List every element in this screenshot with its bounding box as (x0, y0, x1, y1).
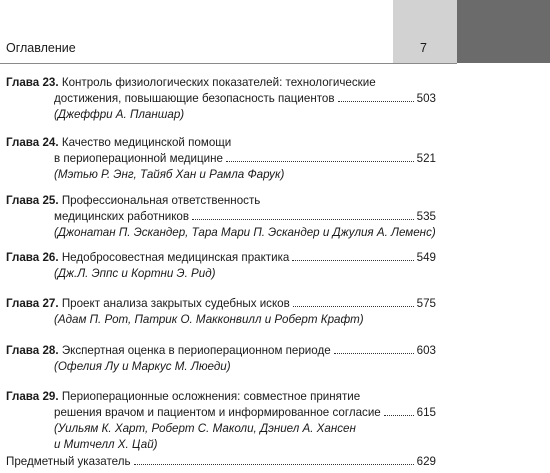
dot-leader (384, 405, 414, 416)
chapter-page-number: 503 (416, 92, 436, 105)
chapter-authors: (Уильям К. Харт, Роберт С. Маколи, Дэниел А. Хансен (54, 422, 356, 435)
dot-leader (338, 91, 414, 102)
dot-leader (292, 250, 413, 261)
chapter-number: Глава 27. (6, 297, 59, 310)
dot-leader (334, 343, 414, 354)
toc-entry-chapter-27[interactable] (6, 296, 436, 328)
chapter-page-number: 549 (416, 251, 436, 264)
dot-leader (192, 209, 414, 220)
toc-entry-chapter-24[interactable] (6, 135, 436, 183)
chapter-number: Глава 28. (6, 344, 59, 357)
chapter-authors: (Адам П. Рот, Патрик О. Макконвилл и Роберт Крафт) (54, 313, 364, 326)
chapter-title: Периоперационные осложнения: совместное принятие (61, 390, 361, 403)
chapter-authors: (Джеффри А. Планшар) (54, 108, 185, 121)
dot-leader (134, 454, 414, 465)
index-title: Предметный указатель (6, 455, 131, 468)
chapter-number: Глава 24. (6, 136, 59, 149)
toc-entry-chapter-25[interactable] (6, 193, 436, 241)
chapter-title-continued: достижения, повышающие безопасность пациентов (54, 92, 335, 105)
chapter-title-continued: решения врачом и пациентом и информированное согласие (54, 406, 381, 419)
chapter-title: Проект анализа закрытых судебных исков (61, 297, 290, 310)
toc-entry-index[interactable] (6, 454, 436, 470)
chapter-authors-continued: и Митчелл Х. Цай) (54, 438, 158, 451)
chapter-number: Глава 23. (6, 76, 59, 89)
chapter-title: Контроль физиологических показателей: технологические (61, 76, 376, 89)
dot-leader (226, 151, 414, 162)
chapter-title: Качество медицинской помощи (61, 136, 232, 149)
chapter-page-number: 615 (416, 406, 436, 419)
toc-entry-chapter-23[interactable] (6, 75, 436, 123)
chapter-authors: (Мэтью Р. Энг, Тайяб Хан и Рамла Фарук) (54, 168, 285, 181)
header-tab-dark (457, 0, 550, 63)
chapter-number: Глава 29. (6, 390, 59, 403)
chapter-page-number: 535 (416, 210, 436, 223)
chapter-title: Экспертная оценка в периоперационном периоде (61, 344, 331, 357)
toc-entry-chapter-29[interactable] (6, 389, 436, 453)
running-title: Оглавление (6, 41, 76, 55)
chapter-page-number: 521 (416, 152, 436, 165)
chapter-number: Глава 26. (6, 251, 59, 264)
chapter-title-continued: медицинских работников (54, 210, 190, 223)
chapter-title-continued: в периоперационной медицине (54, 152, 223, 165)
chapter-page-number: 575 (416, 297, 436, 310)
toc-entry-chapter-28[interactable] (6, 343, 436, 375)
chapter-page-number: 603 (416, 344, 436, 357)
chapter-authors: (Офелия Лу и Маркус М. Люеди) (54, 360, 231, 373)
chapter-authors: (Дж.Л. Эппс и Кортни Э. Рид) (54, 267, 216, 280)
chapter-number: Глава 25. (6, 194, 59, 207)
dot-leader (293, 296, 414, 307)
chapter-title: Профессиональная ответственность (61, 194, 261, 207)
toc-entry-chapter-26[interactable] (6, 250, 436, 282)
page-number: 7 (420, 41, 427, 55)
header-rule (0, 63, 457, 64)
chapter-authors: (Джонатан П. Эскандер, Тара Мари П. Эскандер и Джулия А. Леменс) (54, 226, 436, 239)
index-page-number: 629 (416, 455, 436, 468)
chapter-title: Недобросовестная медицинская практика (61, 251, 290, 264)
